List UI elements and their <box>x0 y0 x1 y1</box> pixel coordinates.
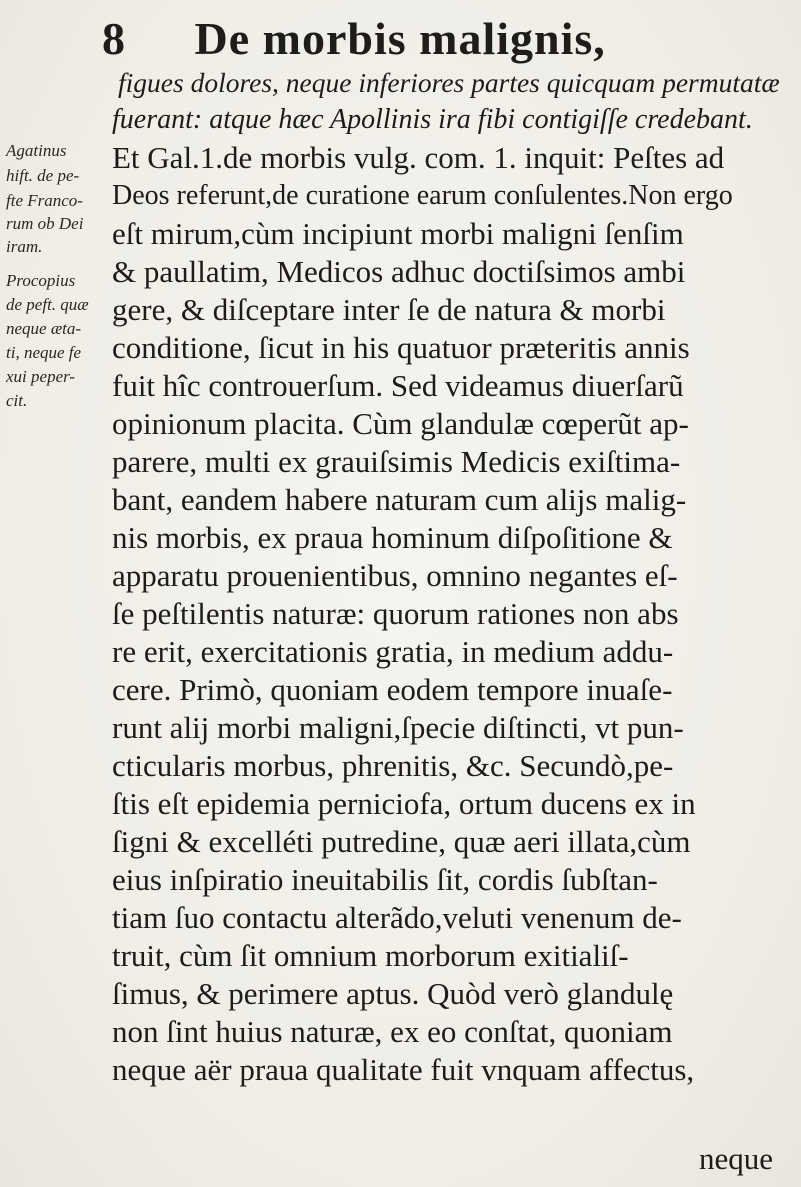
text-line: ſe peſtilentis naturæ: quorum rationes non abs <box>112 596 679 631</box>
text-line: ſtis eſt epidemia perniciofa, ortum ducens ex in <box>112 786 696 821</box>
margin-note-line: ti, neque fe <box>6 343 82 362</box>
margin-note-line: xui peper- <box>6 367 76 386</box>
text-line: Deos referunt,de curatione earum conſulentes.Non ergo <box>112 180 733 211</box>
text-line: cticularis morbus, phrenitis, &c. Secundò,pe- <box>112 748 674 783</box>
text-line: apparatu prouenientibus, omnino negantes eſ- <box>112 558 678 593</box>
text-line: bant, eandem habere naturam cum alijs malig- <box>112 482 687 517</box>
margin-note-line: cit. <box>6 391 28 410</box>
text-line: fuerant: atque hæc Apollinis ira fibi contigiſſe credebant. <box>112 104 753 135</box>
text-line: non ſint huius naturæ, ex eo conſtat, quoniam <box>112 1014 673 1049</box>
text-line: ſimus, & perimere aptus. Quòd verò glandulę <box>112 976 674 1011</box>
text-line: neque aër praua qualitate fuit vnquam affectus, <box>112 1052 695 1087</box>
margin-note-line: neque æta- <box>6 319 82 338</box>
text-line: figues dolores, neque inferiores partes quicquam permutatæ <box>118 67 780 98</box>
margin-note-line: hift. de pe- <box>6 166 80 185</box>
page-header <box>102 6 702 72</box>
text-line: opinionum placita. Cùm glandulæ cœperũt ap- <box>112 406 689 441</box>
page-number: 8 <box>102 13 126 64</box>
text-line: eius inſpiratio ineuitabilis ſit, cordis ſubſtan- <box>112 862 658 897</box>
text-line: truit, cùm ſit omnium morborum exitialiſ- <box>112 938 629 973</box>
margin-note-line: Agatinus <box>6 141 67 160</box>
margin-note-line: fte Franco- <box>6 191 83 210</box>
margin-note-line: de peft. quæ <box>6 295 89 314</box>
text-line: ſigni & excelléti putredine, quæ aeri illata,cùm <box>112 824 691 859</box>
text-line: nis morbis, ex praua hominum diſpoſitione & <box>112 520 673 555</box>
text-line: re erit, exercitationis gratia, in medium addu- <box>112 634 674 669</box>
text-line: eſt mirum,cùm incipiunt morbi maligni ſenſim <box>112 216 684 251</box>
margin-note-line: Procopius <box>6 271 76 290</box>
text-line: gere, & diſceptare inter ſe de natura & morbi <box>112 292 666 327</box>
text-line: Et Gal.1.de morbis vulg. com. 1. inquit: Peſtes ad <box>112 140 725 175</box>
text-line: & paullatim, Medicos adhuc doctiſsimos ambi <box>112 254 686 289</box>
text-line: cere. Primò, quoniam eodem tempore inuaſe- <box>112 672 673 707</box>
margin-note-line: iram. <box>6 237 43 256</box>
text-line: parere, multi ex grauiſsimis Medicis exiſtima- <box>112 444 681 479</box>
text-line: fuit hîc controuerſum. Sed videamus diuerſarũ <box>112 368 684 403</box>
text-line: conditione, ſicut in his quatuor præteritis annis <box>112 330 690 365</box>
text-line: runt alij morbi maligni,ſpecie diſtincti, vt pun- <box>112 710 684 745</box>
running-title: De morbis malignis, <box>194 13 606 64</box>
text-line: tiam ſuo contactu alterãdo,veluti venenum de- <box>112 900 682 935</box>
catchword: neque <box>699 1141 774 1176</box>
margin-note-line: rum ob Dei <box>6 214 84 233</box>
